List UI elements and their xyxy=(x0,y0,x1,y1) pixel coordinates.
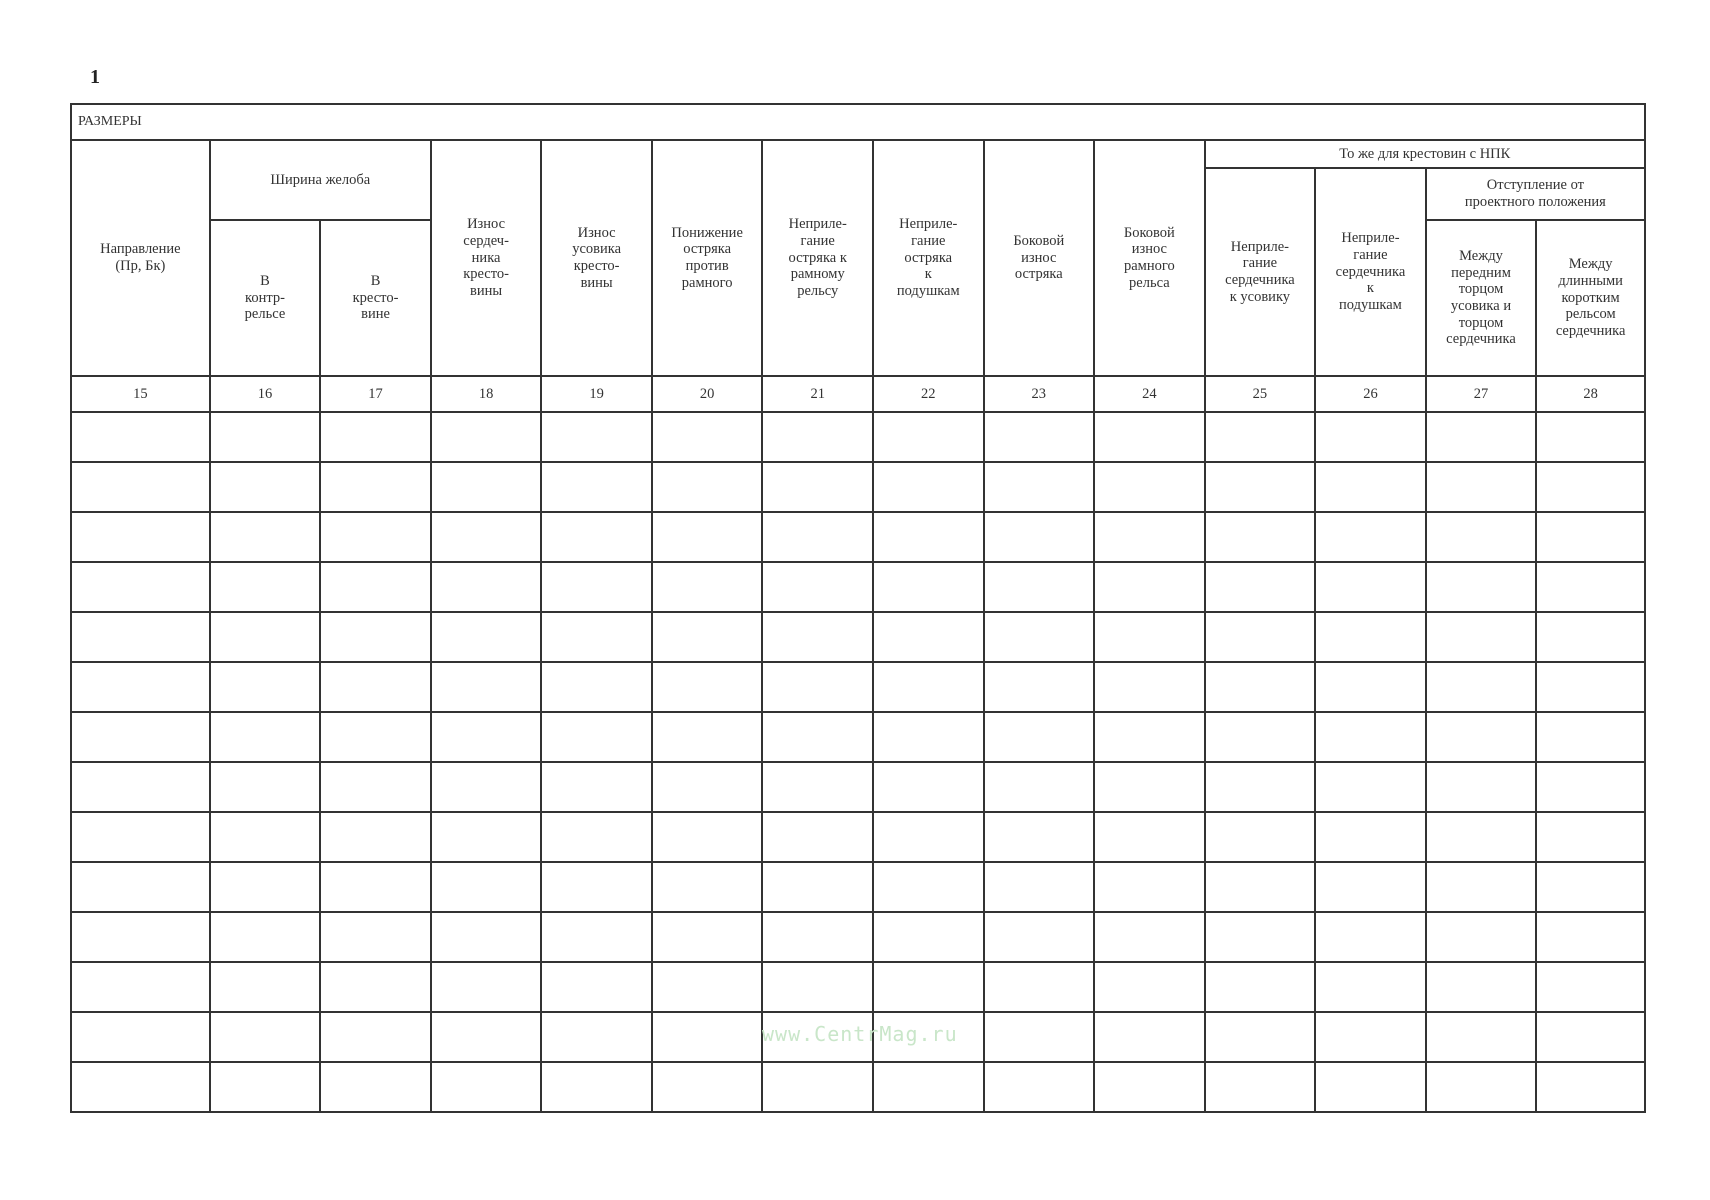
header-point-lowering: Понижение остряка против рамного xyxy=(652,140,763,376)
column-number: 19 xyxy=(541,376,652,412)
entry-cell[interactable] xyxy=(210,1012,321,1062)
entry-cell[interactable] xyxy=(210,712,321,762)
entry-cell[interactable] xyxy=(320,512,431,562)
entry-cell[interactable] xyxy=(762,562,873,612)
entry-cell[interactable] xyxy=(431,762,542,812)
entry-cell[interactable] xyxy=(984,1012,1095,1062)
entry-cell[interactable] xyxy=(873,562,984,612)
entry-cell[interactable] xyxy=(71,662,210,712)
column-number: 17 xyxy=(320,376,431,412)
entry-cell[interactable] xyxy=(984,812,1095,862)
entry-cell[interactable] xyxy=(210,1062,321,1112)
column-number: 25 xyxy=(1205,376,1316,412)
entry-cell[interactable] xyxy=(431,1012,542,1062)
entry-cell[interactable] xyxy=(1094,562,1205,612)
entry-cell[interactable] xyxy=(1426,1012,1537,1062)
entry-cell[interactable] xyxy=(1205,562,1316,612)
entry-cell[interactable] xyxy=(984,512,1095,562)
entry-cell[interactable] xyxy=(210,562,321,612)
entry-cell[interactable] xyxy=(1094,1012,1205,1062)
entry-cell[interactable] xyxy=(1205,662,1316,712)
entry-row xyxy=(71,612,1645,662)
entry-cell[interactable] xyxy=(873,812,984,862)
entry-cell[interactable] xyxy=(1205,862,1316,912)
entry-cell[interactable] xyxy=(320,462,431,512)
entry-cell[interactable] xyxy=(1426,812,1537,862)
entry-cell[interactable] xyxy=(762,962,873,1012)
entry-cell[interactable] xyxy=(873,512,984,562)
entry-cell[interactable] xyxy=(652,512,763,562)
entry-cell[interactable] xyxy=(873,462,984,512)
entry-cell[interactable] xyxy=(762,412,873,462)
column-number: 26 xyxy=(1315,376,1426,412)
entry-cell[interactable] xyxy=(1205,1062,1316,1112)
column-number: 27 xyxy=(1426,376,1537,412)
entry-cell[interactable] xyxy=(1426,612,1537,662)
entry-cell[interactable] xyxy=(1426,512,1537,562)
entry-cell[interactable] xyxy=(71,462,210,512)
entry-cell[interactable] xyxy=(431,712,542,762)
entry-cell[interactable] xyxy=(873,912,984,962)
entry-cell[interactable] xyxy=(873,862,984,912)
entry-cell[interactable] xyxy=(431,612,542,662)
entry-cell[interactable] xyxy=(1426,912,1537,962)
entry-cell[interactable] xyxy=(1094,712,1205,762)
entry-cell[interactable] xyxy=(71,712,210,762)
entry-cell[interactable] xyxy=(71,612,210,662)
entry-cell[interactable] xyxy=(1315,562,1426,612)
entry-cell[interactable] xyxy=(320,1062,431,1112)
entry-cell[interactable] xyxy=(71,562,210,612)
entry-cell[interactable] xyxy=(652,662,763,712)
entry-cell[interactable] xyxy=(762,612,873,662)
entry-cell[interactable] xyxy=(873,762,984,812)
page-number: 1 xyxy=(90,66,100,88)
entry-cell[interactable] xyxy=(652,912,763,962)
entry-cell[interactable] xyxy=(1536,462,1645,512)
entry-cell[interactable] xyxy=(1094,462,1205,512)
entry-cell[interactable] xyxy=(652,1012,763,1062)
entry-cell[interactable] xyxy=(762,462,873,512)
entry-cell[interactable] xyxy=(762,712,873,762)
entry-row xyxy=(71,962,1645,1012)
entry-cell[interactable] xyxy=(1426,712,1537,762)
entry-cell[interactable] xyxy=(1315,612,1426,662)
entry-row xyxy=(71,912,1645,962)
entry-cell[interactable] xyxy=(873,412,984,462)
entry-cell[interactable] xyxy=(71,1012,210,1062)
entry-cell[interactable] xyxy=(541,962,652,1012)
entry-cell[interactable] xyxy=(1426,412,1537,462)
header-point-gap-cushions: Неприле- гание остряка к подушкам xyxy=(873,140,984,376)
entry-cell[interactable] xyxy=(210,612,321,662)
entry-cell[interactable] xyxy=(541,512,652,562)
entry-cell[interactable] xyxy=(320,862,431,912)
entry-cell[interactable] xyxy=(1205,712,1316,762)
entry-cell[interactable] xyxy=(1205,612,1316,662)
entry-cell[interactable] xyxy=(1094,962,1205,1012)
entry-cell[interactable] xyxy=(652,712,763,762)
entry-cell[interactable] xyxy=(431,862,542,912)
entry-cell[interactable] xyxy=(1536,1012,1645,1062)
header-groove-counter-rail: В контр- рельсе xyxy=(210,220,321,376)
entry-cell[interactable] xyxy=(984,762,1095,812)
entry-cell[interactable] xyxy=(873,662,984,712)
entry-cell[interactable] xyxy=(210,962,321,1012)
dimensions-table xyxy=(70,103,1646,1113)
entry-cell[interactable] xyxy=(320,912,431,962)
entry-cell[interactable] xyxy=(1315,912,1426,962)
entry-cell[interactable] xyxy=(541,862,652,912)
entry-row xyxy=(71,462,1645,512)
entry-cell[interactable] xyxy=(1426,1062,1537,1112)
entry-cell[interactable] xyxy=(762,912,873,962)
entry-cell[interactable] xyxy=(984,712,1095,762)
header-point-gap-stock-rail: Неприле- гание остряка к рамному рельсу xyxy=(762,140,873,376)
entry-cell[interactable] xyxy=(210,912,321,962)
entry-cell[interactable] xyxy=(320,562,431,612)
entry-cell[interactable] xyxy=(71,762,210,812)
watermark: www.CentrMag.ru xyxy=(762,1022,958,1046)
entry-cell[interactable] xyxy=(762,662,873,712)
entry-cell[interactable] xyxy=(320,712,431,762)
entry-cell[interactable] xyxy=(1536,662,1645,712)
entry-cell[interactable] xyxy=(1094,762,1205,812)
entry-cell[interactable] xyxy=(1426,562,1537,612)
entry-cell[interactable] xyxy=(1205,912,1316,962)
entry-cell[interactable] xyxy=(984,562,1095,612)
column-number: 15 xyxy=(71,376,210,412)
entry-cell[interactable] xyxy=(652,612,763,662)
entry-row xyxy=(71,862,1645,912)
entry-cell[interactable] xyxy=(541,812,652,862)
column-number: 22 xyxy=(873,376,984,412)
entry-cell[interactable] xyxy=(1205,812,1316,862)
entry-cell[interactable] xyxy=(762,512,873,562)
entry-cell[interactable] xyxy=(541,762,652,812)
column-number: 20 xyxy=(652,376,763,412)
entry-cell[interactable] xyxy=(984,862,1095,912)
entry-cell[interactable] xyxy=(873,1062,984,1112)
entry-cell[interactable] xyxy=(71,1062,210,1112)
entry-cell[interactable] xyxy=(1536,1062,1645,1112)
entry-cell[interactable] xyxy=(1536,862,1645,912)
entry-cell[interactable] xyxy=(71,962,210,1012)
entry-cell[interactable] xyxy=(1094,912,1205,962)
entry-cell[interactable] xyxy=(320,662,431,712)
header-core-gap-wing: Неприле- гание сердечника к усовику xyxy=(1205,168,1316,376)
column-number: 24 xyxy=(1094,376,1205,412)
entry-cell[interactable] xyxy=(1536,912,1645,962)
entry-cell[interactable] xyxy=(652,462,763,512)
header-npk-group: То же для крестовин с НПК xyxy=(1205,140,1645,168)
entry-cell[interactable] xyxy=(1315,712,1426,762)
entry-cell[interactable] xyxy=(873,712,984,762)
entry-cell[interactable] xyxy=(1315,1062,1426,1112)
entry-cell[interactable] xyxy=(320,812,431,862)
entry-cell[interactable] xyxy=(652,862,763,912)
entry-cell[interactable] xyxy=(984,962,1095,1012)
entry-cell[interactable] xyxy=(1426,862,1537,912)
entry-cell[interactable] xyxy=(71,862,210,912)
entry-cell[interactable] xyxy=(873,962,984,1012)
section-title: РАЗМЕРЫ xyxy=(71,104,1645,140)
entry-cell[interactable] xyxy=(71,912,210,962)
entry-cell[interactable] xyxy=(1426,962,1537,1012)
entry-cell[interactable] xyxy=(984,612,1095,662)
entry-cell[interactable] xyxy=(431,812,542,862)
entry-cell[interactable] xyxy=(210,462,321,512)
entry-cell[interactable] xyxy=(431,462,542,512)
entry-cell[interactable] xyxy=(1205,412,1316,462)
entry-cell[interactable] xyxy=(652,1062,763,1112)
entry-cell[interactable] xyxy=(541,612,652,662)
entry-cell[interactable] xyxy=(1094,612,1205,662)
entry-cell[interactable] xyxy=(71,812,210,862)
header-wing-rail-wear: Износ усовика кресто- вины xyxy=(541,140,652,376)
entry-cell[interactable] xyxy=(210,862,321,912)
entry-cell[interactable] xyxy=(762,762,873,812)
entry-cell[interactable] xyxy=(431,512,542,562)
entry-cell[interactable] xyxy=(652,762,763,812)
entry-cell[interactable] xyxy=(652,412,763,462)
header-core-gap-cushions: Неприле- гание сердечника к подушкам xyxy=(1315,168,1426,376)
blank-rows xyxy=(71,412,1645,1112)
entry-cell[interactable] xyxy=(320,762,431,812)
entry-cell[interactable] xyxy=(431,662,542,712)
entry-cell[interactable] xyxy=(984,662,1095,712)
header-between-front-ends: Между передним торцом усовика и торцом сердечника xyxy=(1426,220,1537,376)
entry-cell[interactable] xyxy=(984,412,1095,462)
entry-cell[interactable] xyxy=(320,962,431,1012)
entry-cell[interactable] xyxy=(431,562,542,612)
entry-cell[interactable] xyxy=(1094,412,1205,462)
entry-cell[interactable] xyxy=(541,562,652,612)
entry-row xyxy=(71,412,1645,462)
entry-cell[interactable] xyxy=(1426,662,1537,712)
entry-cell[interactable] xyxy=(431,1062,542,1112)
entry-row xyxy=(71,562,1645,612)
entry-cell[interactable] xyxy=(1094,862,1205,912)
entry-cell[interactable] xyxy=(1315,412,1426,462)
header-point-side-wear: Боковой износ остряка xyxy=(984,140,1095,376)
header-direction: Направление (Пр, Бк) xyxy=(71,140,210,376)
entry-cell[interactable] xyxy=(1205,1012,1316,1062)
entry-cell[interactable] xyxy=(1315,662,1426,712)
header-between-long-short: Между длинными коротким рельсом сердечника xyxy=(1536,220,1645,376)
entry-cell[interactable] xyxy=(210,412,321,462)
entry-cell[interactable] xyxy=(1315,512,1426,562)
entry-cell[interactable] xyxy=(1315,762,1426,812)
entry-cell[interactable] xyxy=(541,1012,652,1062)
entry-cell[interactable] xyxy=(984,912,1095,962)
header-deviation-group: Отступление от проектного положения xyxy=(1426,168,1645,220)
entry-cell[interactable] xyxy=(1536,812,1645,862)
entry-cell[interactable] xyxy=(541,912,652,962)
entry-cell[interactable] xyxy=(762,812,873,862)
entry-cell[interactable] xyxy=(1315,862,1426,912)
entry-cell[interactable] xyxy=(431,962,542,1012)
entry-cell[interactable] xyxy=(320,412,431,462)
entry-cell[interactable] xyxy=(652,962,763,1012)
column-number: 16 xyxy=(210,376,321,412)
entry-cell[interactable] xyxy=(1536,512,1645,562)
entry-cell[interactable] xyxy=(1205,512,1316,562)
entry-cell[interactable] xyxy=(873,612,984,662)
entry-cell[interactable] xyxy=(431,412,542,462)
entry-cell[interactable] xyxy=(1426,762,1537,812)
column-number: 23 xyxy=(984,376,1095,412)
entry-cell[interactable] xyxy=(984,462,1095,512)
entry-cell[interactable] xyxy=(1536,612,1645,662)
entry-cell[interactable] xyxy=(1536,962,1645,1012)
entry-cell[interactable] xyxy=(1205,462,1316,512)
entry-cell[interactable] xyxy=(541,1062,652,1112)
column-number: 18 xyxy=(431,376,542,412)
entry-row xyxy=(71,762,1645,812)
entry-cell[interactable] xyxy=(652,812,763,862)
entry-cell[interactable] xyxy=(541,662,652,712)
entry-cell[interactable] xyxy=(431,912,542,962)
column-number: 21 xyxy=(762,376,873,412)
entry-row xyxy=(71,662,1645,712)
entry-cell[interactable] xyxy=(71,412,210,462)
entry-cell[interactable] xyxy=(1536,562,1645,612)
header-groove-width: Ширина желоба xyxy=(210,140,431,220)
column-number: 28 xyxy=(1536,376,1645,412)
entry-cell[interactable] xyxy=(1315,812,1426,862)
entry-cell[interactable] xyxy=(541,462,652,512)
entry-cell[interactable] xyxy=(210,812,321,862)
header-frog-core-wear: Износ сердеч- ника кресто- вины xyxy=(431,140,542,376)
header-groove-crossing: В кресто- вине xyxy=(320,220,431,376)
entry-cell[interactable] xyxy=(1094,512,1205,562)
entry-cell[interactable] xyxy=(1536,762,1645,812)
entry-cell[interactable] xyxy=(1315,1012,1426,1062)
entry-cell[interactable] xyxy=(762,862,873,912)
entry-row xyxy=(71,712,1645,762)
entry-cell[interactable] xyxy=(320,1012,431,1062)
entry-cell[interactable] xyxy=(541,412,652,462)
entry-cell[interactable] xyxy=(1094,662,1205,712)
entry-cell[interactable] xyxy=(320,612,431,662)
entry-cell[interactable] xyxy=(984,1062,1095,1112)
entry-cell[interactable] xyxy=(1536,412,1645,462)
entry-cell[interactable] xyxy=(1094,1062,1205,1112)
entry-cell[interactable] xyxy=(1205,762,1316,812)
entry-row xyxy=(71,812,1645,862)
entry-cell[interactable] xyxy=(1205,962,1316,1012)
entry-cell[interactable] xyxy=(210,512,321,562)
entry-cell[interactable] xyxy=(1094,812,1205,862)
entry-cell[interactable] xyxy=(71,512,210,562)
entry-cell[interactable] xyxy=(1426,462,1537,512)
entry-cell[interactable] xyxy=(1315,962,1426,1012)
entry-row xyxy=(71,1062,1645,1112)
entry-cell[interactable] xyxy=(210,662,321,712)
entry-cell[interactable] xyxy=(541,712,652,762)
entry-cell[interactable] xyxy=(652,562,763,612)
entry-cell[interactable] xyxy=(1536,712,1645,762)
entry-row xyxy=(71,512,1645,562)
header-stock-rail-side-wear: Боковой износ рамного рельса xyxy=(1094,140,1205,376)
entry-cell[interactable] xyxy=(1315,462,1426,512)
entry-cell[interactable] xyxy=(210,762,321,812)
entry-cell[interactable] xyxy=(762,1062,873,1112)
column-number-row xyxy=(71,376,1645,412)
